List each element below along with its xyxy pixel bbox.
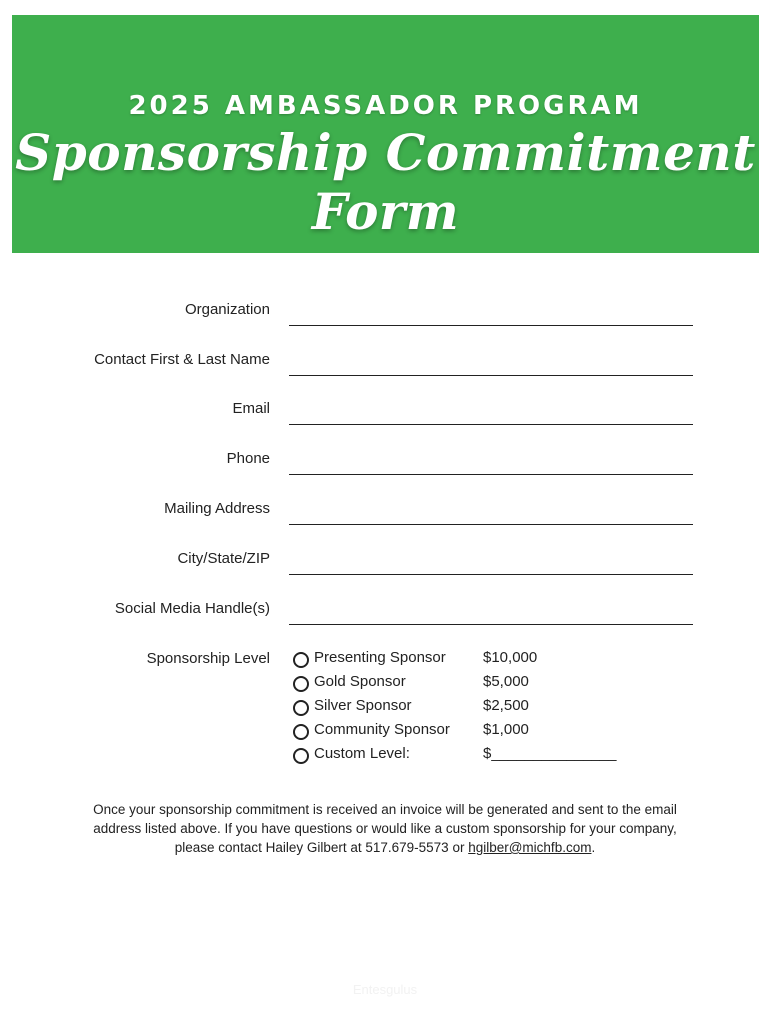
option-amount: $10,000: [483, 649, 538, 666]
radio-button[interactable]: [293, 748, 309, 764]
mailing-address-field[interactable]: [289, 524, 693, 525]
option-amount: $5,000: [483, 673, 529, 690]
option-name: Presenting Sponsor: [314, 649, 446, 666]
option-name: Custom Level:: [314, 745, 410, 762]
option-amount: $1,000: [483, 721, 529, 738]
phone-label: Phone: [226, 450, 270, 467]
social-media-row: [0, 600, 770, 630]
phone-row: [0, 450, 770, 480]
mailing-address-row: [0, 500, 770, 530]
option-name: Community Sponsor: [314, 721, 450, 738]
contact-name-label: Contact First & Last Name: [94, 351, 270, 368]
organization-label: Organization: [184, 301, 270, 318]
radio-button[interactable]: [293, 724, 309, 740]
contact-name-field[interactable]: [289, 375, 693, 376]
contact-email-link[interactable]: hgilber@michfb.com: [468, 840, 592, 855]
option-presenting-sponsor[interactable]: [293, 649, 653, 671]
radio-button[interactable]: [293, 700, 309, 716]
radio-button[interactable]: [293, 652, 309, 668]
organization-field[interactable]: [289, 325, 693, 326]
city-state-zip-label: City/State/ZIP: [177, 550, 270, 567]
organization-row: [0, 301, 770, 331]
city-state-zip-row: [0, 550, 770, 580]
option-gold-sponsor[interactable]: [293, 673, 653, 695]
option-name: Silver Sponsor: [314, 697, 412, 714]
city-state-zip-field[interactable]: [289, 574, 693, 575]
social-media-field[interactable]: [289, 624, 693, 625]
radio-button[interactable]: [293, 676, 309, 692]
program-title: 2025 AMBASSADOR PROGRAM: [128, 91, 643, 121]
email-label: Email: [232, 400, 270, 417]
note-end: .: [591, 840, 596, 855]
option-custom-level[interactable]: [293, 745, 653, 767]
phone-field[interactable]: [289, 474, 693, 475]
option-silver-sponsor[interactable]: [293, 697, 653, 719]
option-name: Gold Sponsor: [314, 673, 406, 690]
note-text: Once your sponsorship commitment is received an invoice will be generated and sent to the email address listed above. If you have questions or would like a custom sponsorship for your company, please contact Hailey Gilbert at 517.679-5573 or: [93, 802, 677, 855]
option-amount: $2,500: [483, 697, 529, 714]
form-title: Sponsorship Commitment Form: [15, 123, 756, 241]
email-field[interactable]: [289, 424, 693, 425]
email-row: [0, 400, 770, 430]
option-community-sponsor[interactable]: [293, 721, 653, 743]
header-banner: [12, 15, 759, 253]
mailing-address-label: Mailing Address: [164, 500, 270, 517]
contact-name-row: [0, 351, 770, 381]
footer-note: [80, 800, 690, 857]
sponsorship-level-label: Sponsorship Level: [146, 650, 270, 667]
watermark: Entesgulus: [352, 982, 418, 997]
social-media-label: Social Media Handle(s): [114, 600, 270, 617]
custom-amount-field[interactable]: $_______________: [483, 745, 617, 762]
